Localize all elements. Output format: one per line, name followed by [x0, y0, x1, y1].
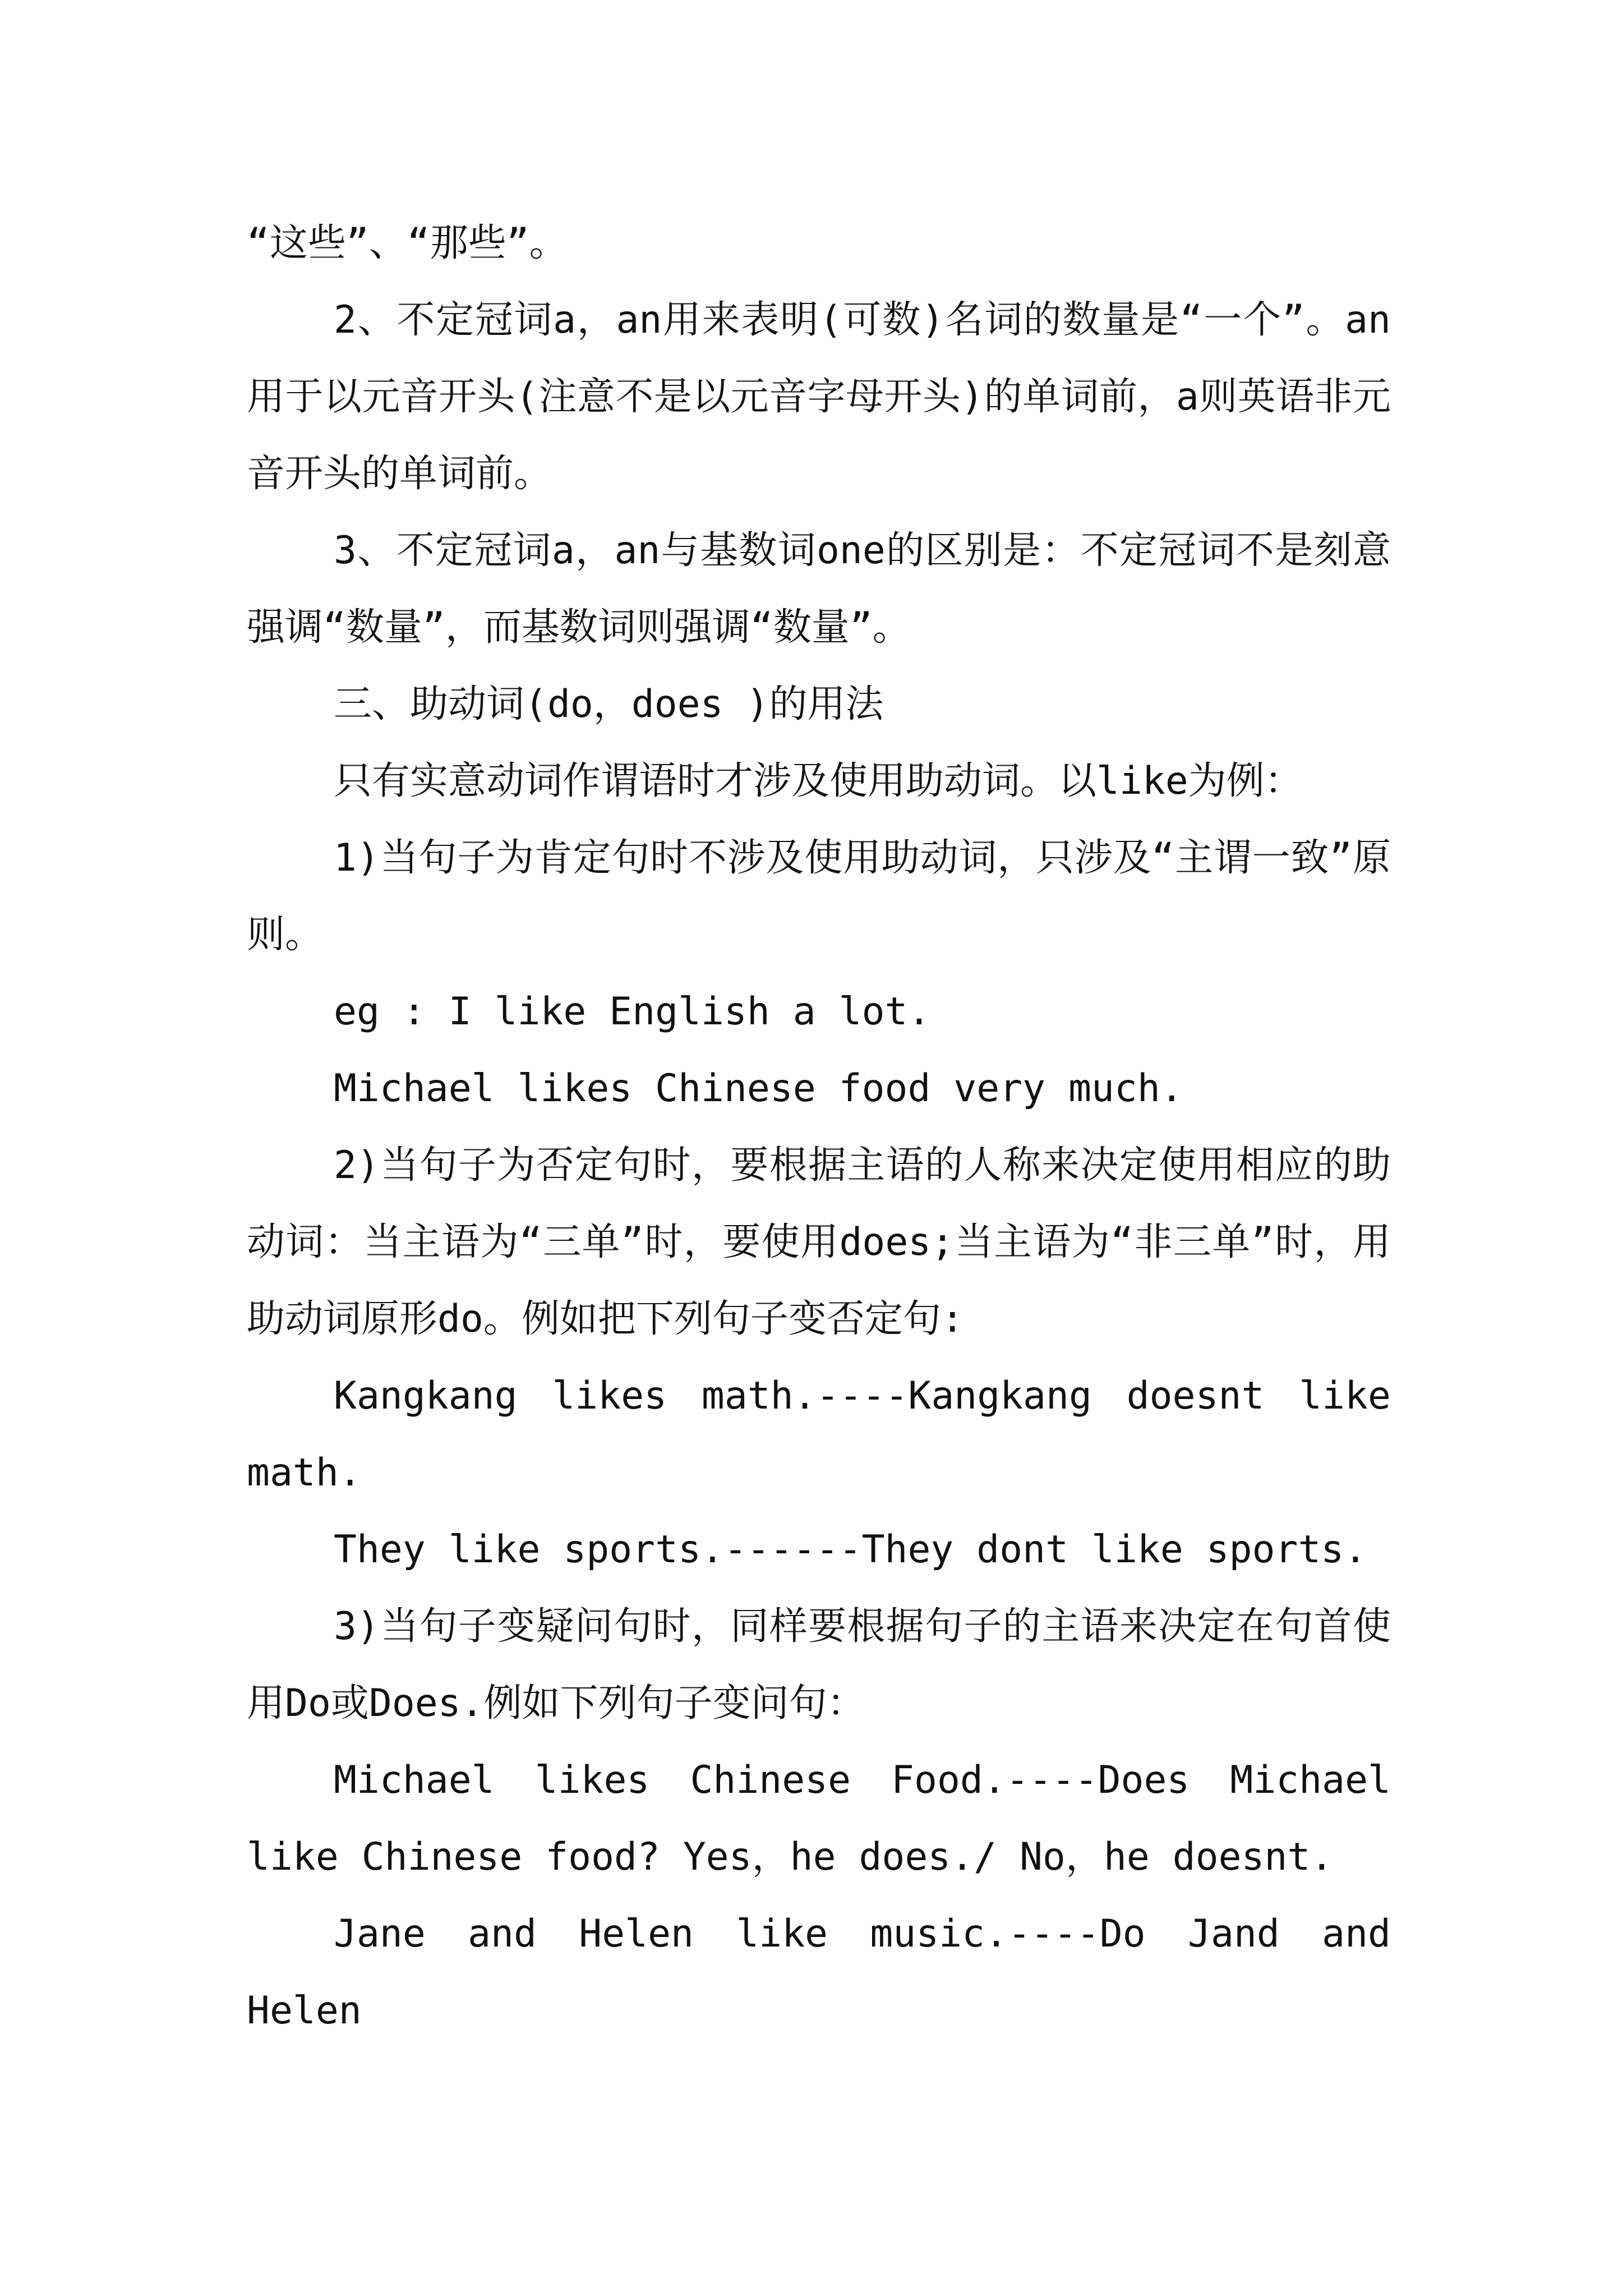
paragraph-affirmative-rule: 1)当句子为肯定句时不涉及使用助动词，只涉及“主谓一致”原则。 [247, 836, 1391, 957]
example-sentence: Michael likes Chinese food very much. [334, 1066, 1183, 1111]
document-body [247, 205, 1391, 2049]
paragraph-question-rule: 3)当句子变疑问句时，同样要根据句子的主语来决定在句首使用Do或Does.例如下列句子变问句： [247, 1604, 1391, 1726]
paragraph-indefinite-article-usage: 2、不定冠词a，an用来表明(可数)名词的数量是“一个”。an用于以元音开头(注意不是以元音字母开头)的单词前，a则英语非元音开头的单词前。 [247, 298, 1391, 496]
paragraph-negative-rule: 2)当句子为否定句时，要根据主语的人称来决定使用相应的助动词：当主语为“三单”时，要使用does;当主语为“非三单”时，用助动词原形do。例如把下列句子变否定句: [247, 1143, 1391, 1341]
example-sentence: eg : I like English a lot. [334, 990, 931, 1034]
example-sentence: They like sports.------They dont like sports. [334, 1527, 1367, 1572]
paragraph-continuation: “这些”、“那些”。 [247, 221, 568, 265]
example-sentence: Kangkang likes math.----Kangkang doesnt like math. [247, 1374, 1391, 1495]
section-heading-auxiliary-verbs: 三、助动词(do，does )的用法 [334, 682, 884, 726]
example-sentence: Jane and Helen like music.----Do Jand and Helen [247, 1912, 1391, 2033]
example-sentence: Michael likes Chinese Food.----Does Michael like Chinese food? Yes，he does./ No，he doesnt. [247, 1758, 1391, 1879]
paragraph-article-vs-numeral: 3、不定冠词a，an与基数词one的区别是：不定冠词不是刻意强调“数量”，而基数词则强调“数量”。 [247, 528, 1391, 650]
paragraph-auxiliary-intro: 只有实意动词作谓语时才涉及使用助动词。以like为例： [334, 759, 1303, 803]
